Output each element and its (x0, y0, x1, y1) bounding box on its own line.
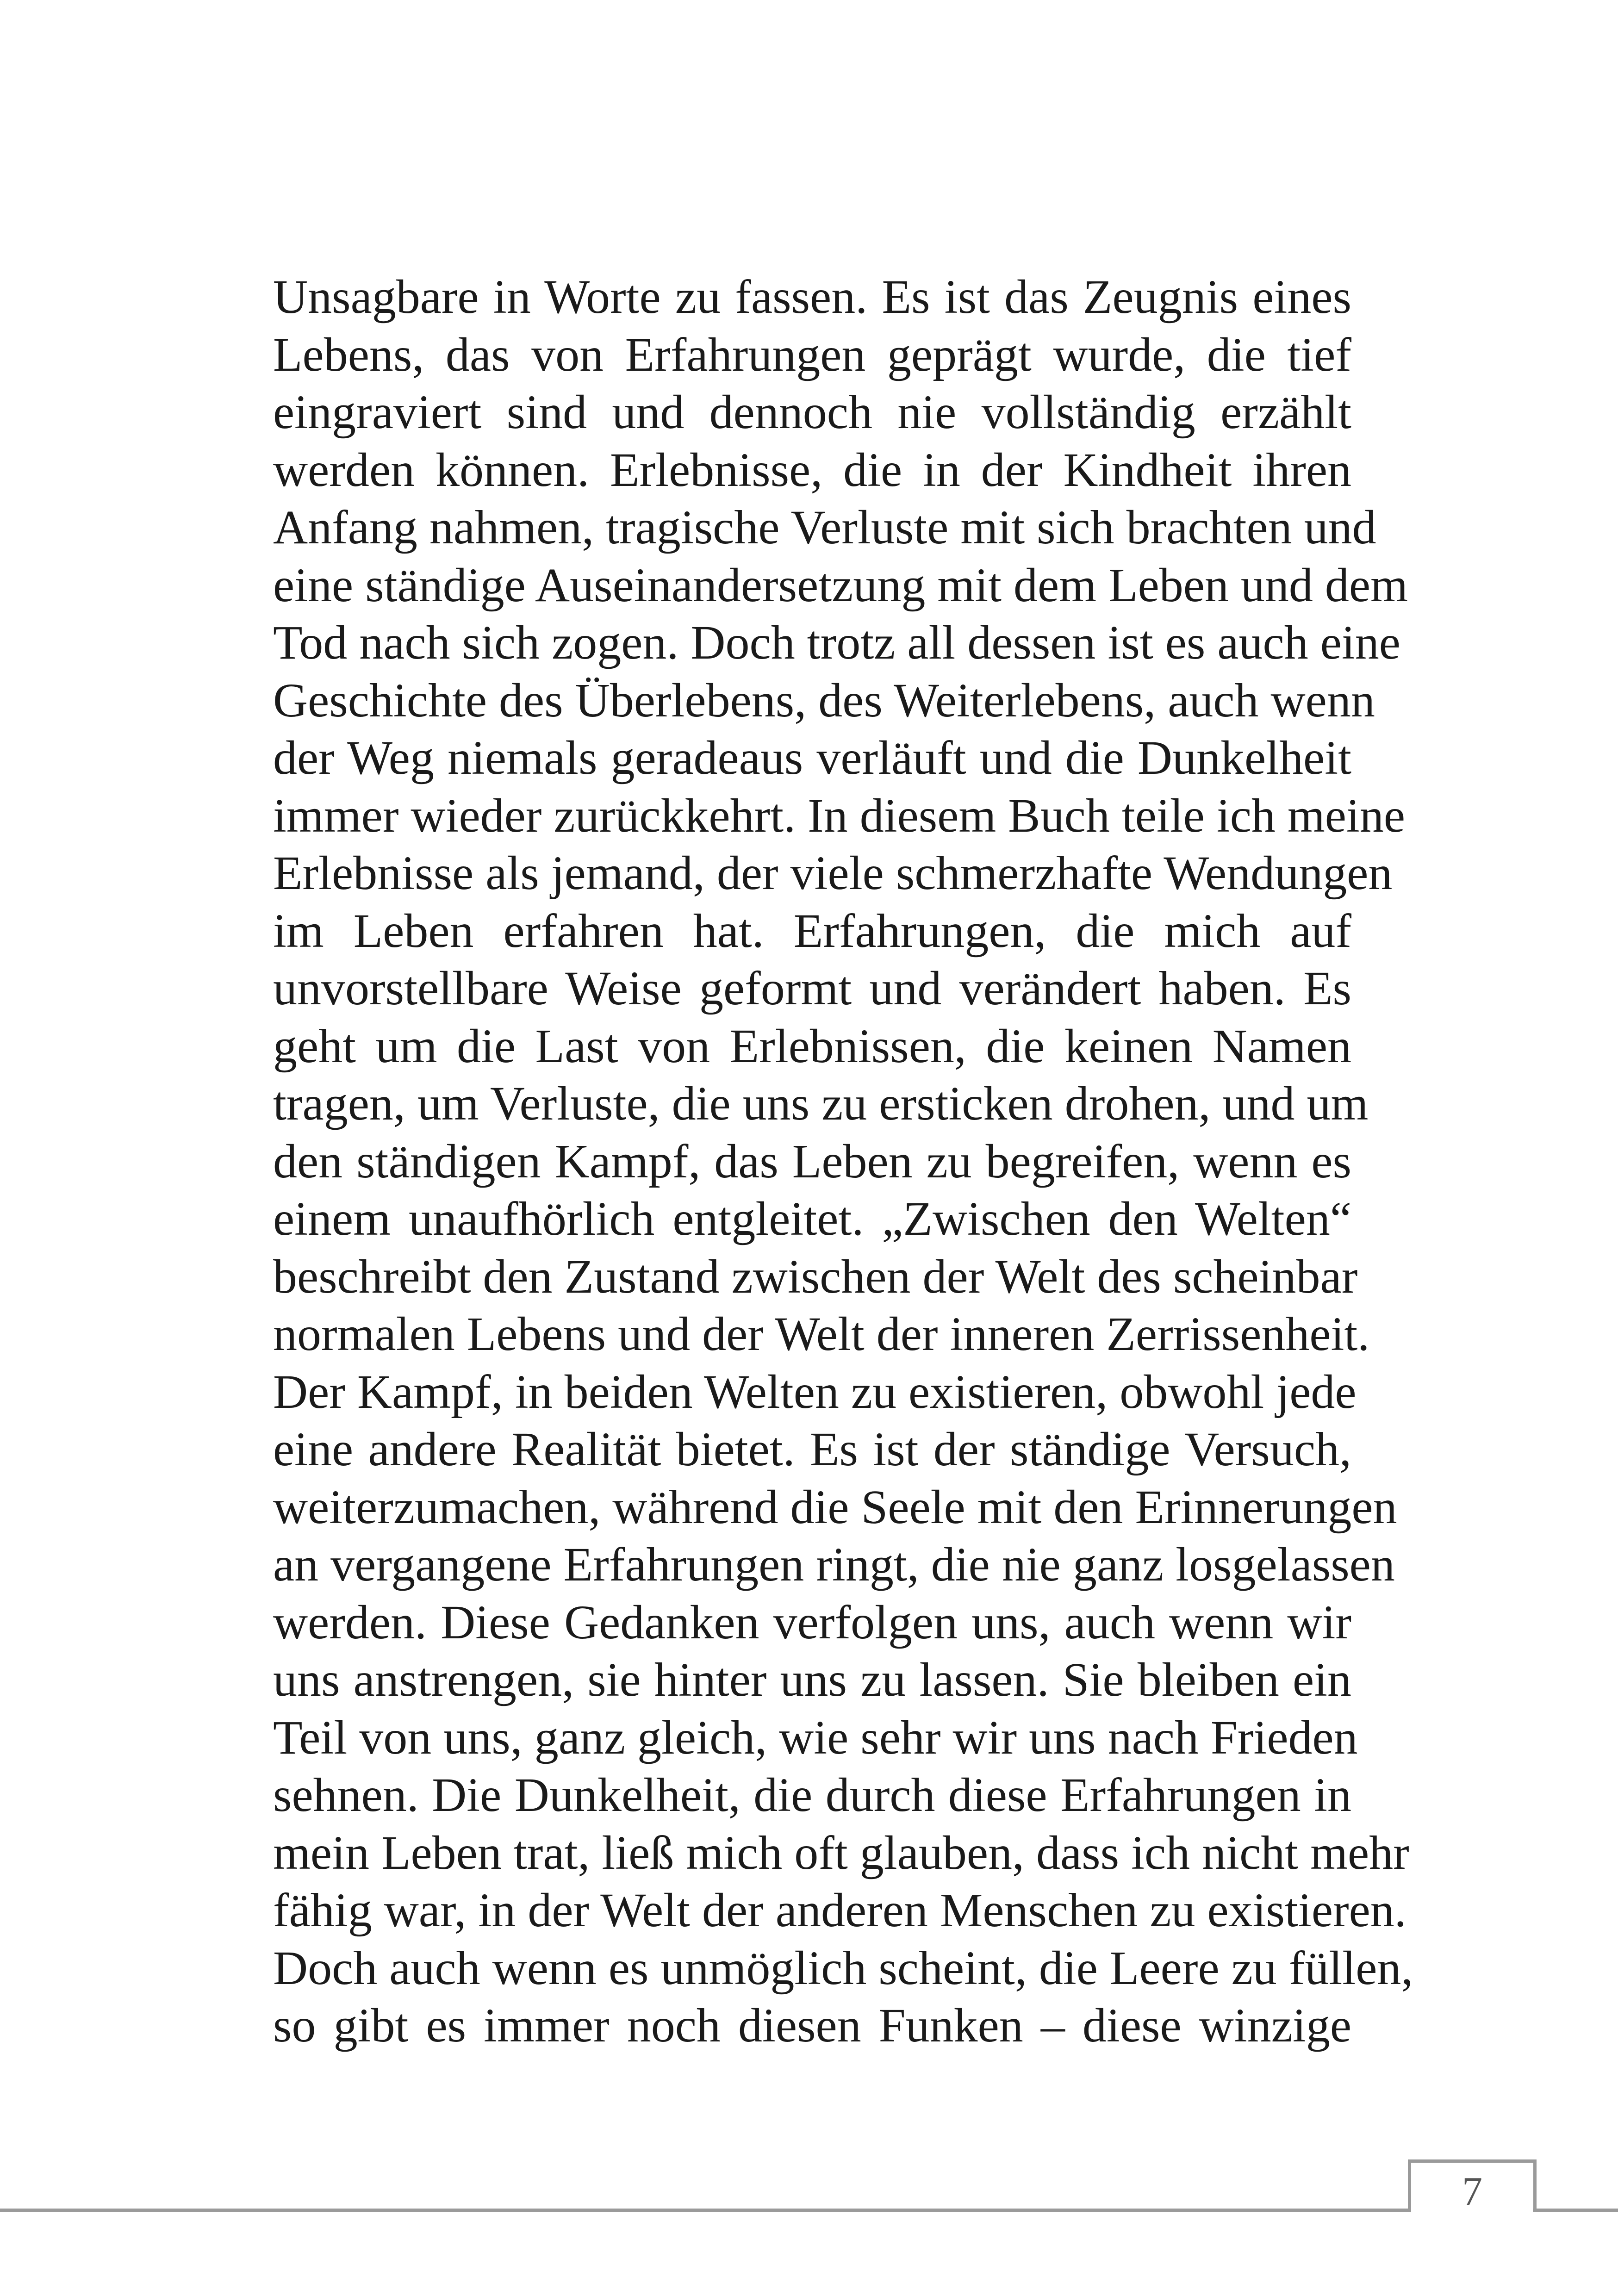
footer-rule-left (0, 2209, 1409, 2212)
text-line: werden. Diese Gedanken verfolgen uns, auch wenn wir (273, 1596, 1351, 1649)
page-number-tab (1408, 2159, 1537, 2212)
text-line: weiterzumachen, während die Seele mit den Erinnerungen (273, 1481, 1397, 1534)
text-line: Teil von uns, ganz gleich, wie sehr wir uns nach Frieden (273, 1711, 1358, 1764)
text-line: sehnen. Die Dunkelheit, die durch diese Erfahrungen in (273, 1768, 1351, 1822)
text-line: eingraviert sind und dennoch nie vollständig erzählt (273, 386, 1351, 439)
text-line: mein Leben trat, ließ mich oft glauben, dass ich nicht mehr (273, 1826, 1409, 1879)
text-line: Der Kampf, in beiden Welten zu existieren, obwohl jede (273, 1365, 1357, 1419)
text-line: geht um die Last von Erlebnissen, die keinen Namen (273, 1020, 1351, 1073)
text-line: Erlebnisse als jemand, der viele schmerzhafte Wendungen (273, 846, 1393, 900)
text-line: beschreibt den Zustand zwischen der Welt des scheinbar (273, 1250, 1358, 1303)
text-line: Anfang nahmen, tragische Verluste mit sich brachten und (273, 501, 1376, 554)
text-line: Unsagbare in Worte zu fassen. Es ist das Zeugnis eines (273, 270, 1351, 324)
text-line: den ständigen Kampf, das Leben zu begreifen, wenn es (273, 1135, 1351, 1188)
text-line: tragen, um Verluste, die uns zu ersticken drohen, und um (273, 1077, 1369, 1130)
text-line: Geschichte des Überlebens, des Weiterlebens, auch wenn (273, 674, 1375, 727)
footer-rule-right (1533, 2209, 1618, 2212)
text-line: im Leben erfahren hat. Erfahrungen, die mich auf (273, 904, 1351, 958)
text-line: einem unaufhörlich entgleitet. „Zwischen den Welten“ (273, 1192, 1351, 1245)
text-line: werden können. Erlebnisse, die in der Kindheit ihren (273, 443, 1351, 497)
text-line: unvorstellbare Weise geformt und verändert haben. Es (273, 962, 1351, 1015)
text-line: Doch auch wenn es unmöglich scheint, die Leere zu füllen, (273, 1941, 1413, 1995)
text-line: so gibt es immer noch diesen Funken – diese winzige (273, 1999, 1351, 2052)
text-line: fähig war, in der Welt der anderen Menschen zu existieren. (273, 1884, 1406, 1937)
text-line: immer wieder zurückkehrt. In diesem Buch teile ich meine (273, 789, 1405, 842)
text-line: an vergangene Erfahrungen ringt, die nie ganz losgelassen (273, 1538, 1395, 1591)
page-number: 7 (1462, 2169, 1482, 2214)
text-line: der Weg niemals geradeaus verläuft und die Dunkelheit (273, 731, 1351, 784)
text-line: uns anstrengen, sie hinter uns zu lassen. Sie bleiben ein (273, 1653, 1351, 1706)
text-line: eine ständige Auseinandersetzung mit dem Leben und dem (273, 559, 1408, 612)
text-line: eine andere Realität bietet. Es ist der ständige Versuch, (273, 1423, 1351, 1476)
text-line: Tod nach sich zogen. Doch trotz all dessen ist es auch eine (273, 616, 1400, 669)
text-line: Lebens, das von Erfahrungen geprägt wurde, die tief (273, 328, 1351, 381)
text-line: normalen Lebens und der Welt der inneren Zerrissenheit. (273, 1307, 1370, 1361)
